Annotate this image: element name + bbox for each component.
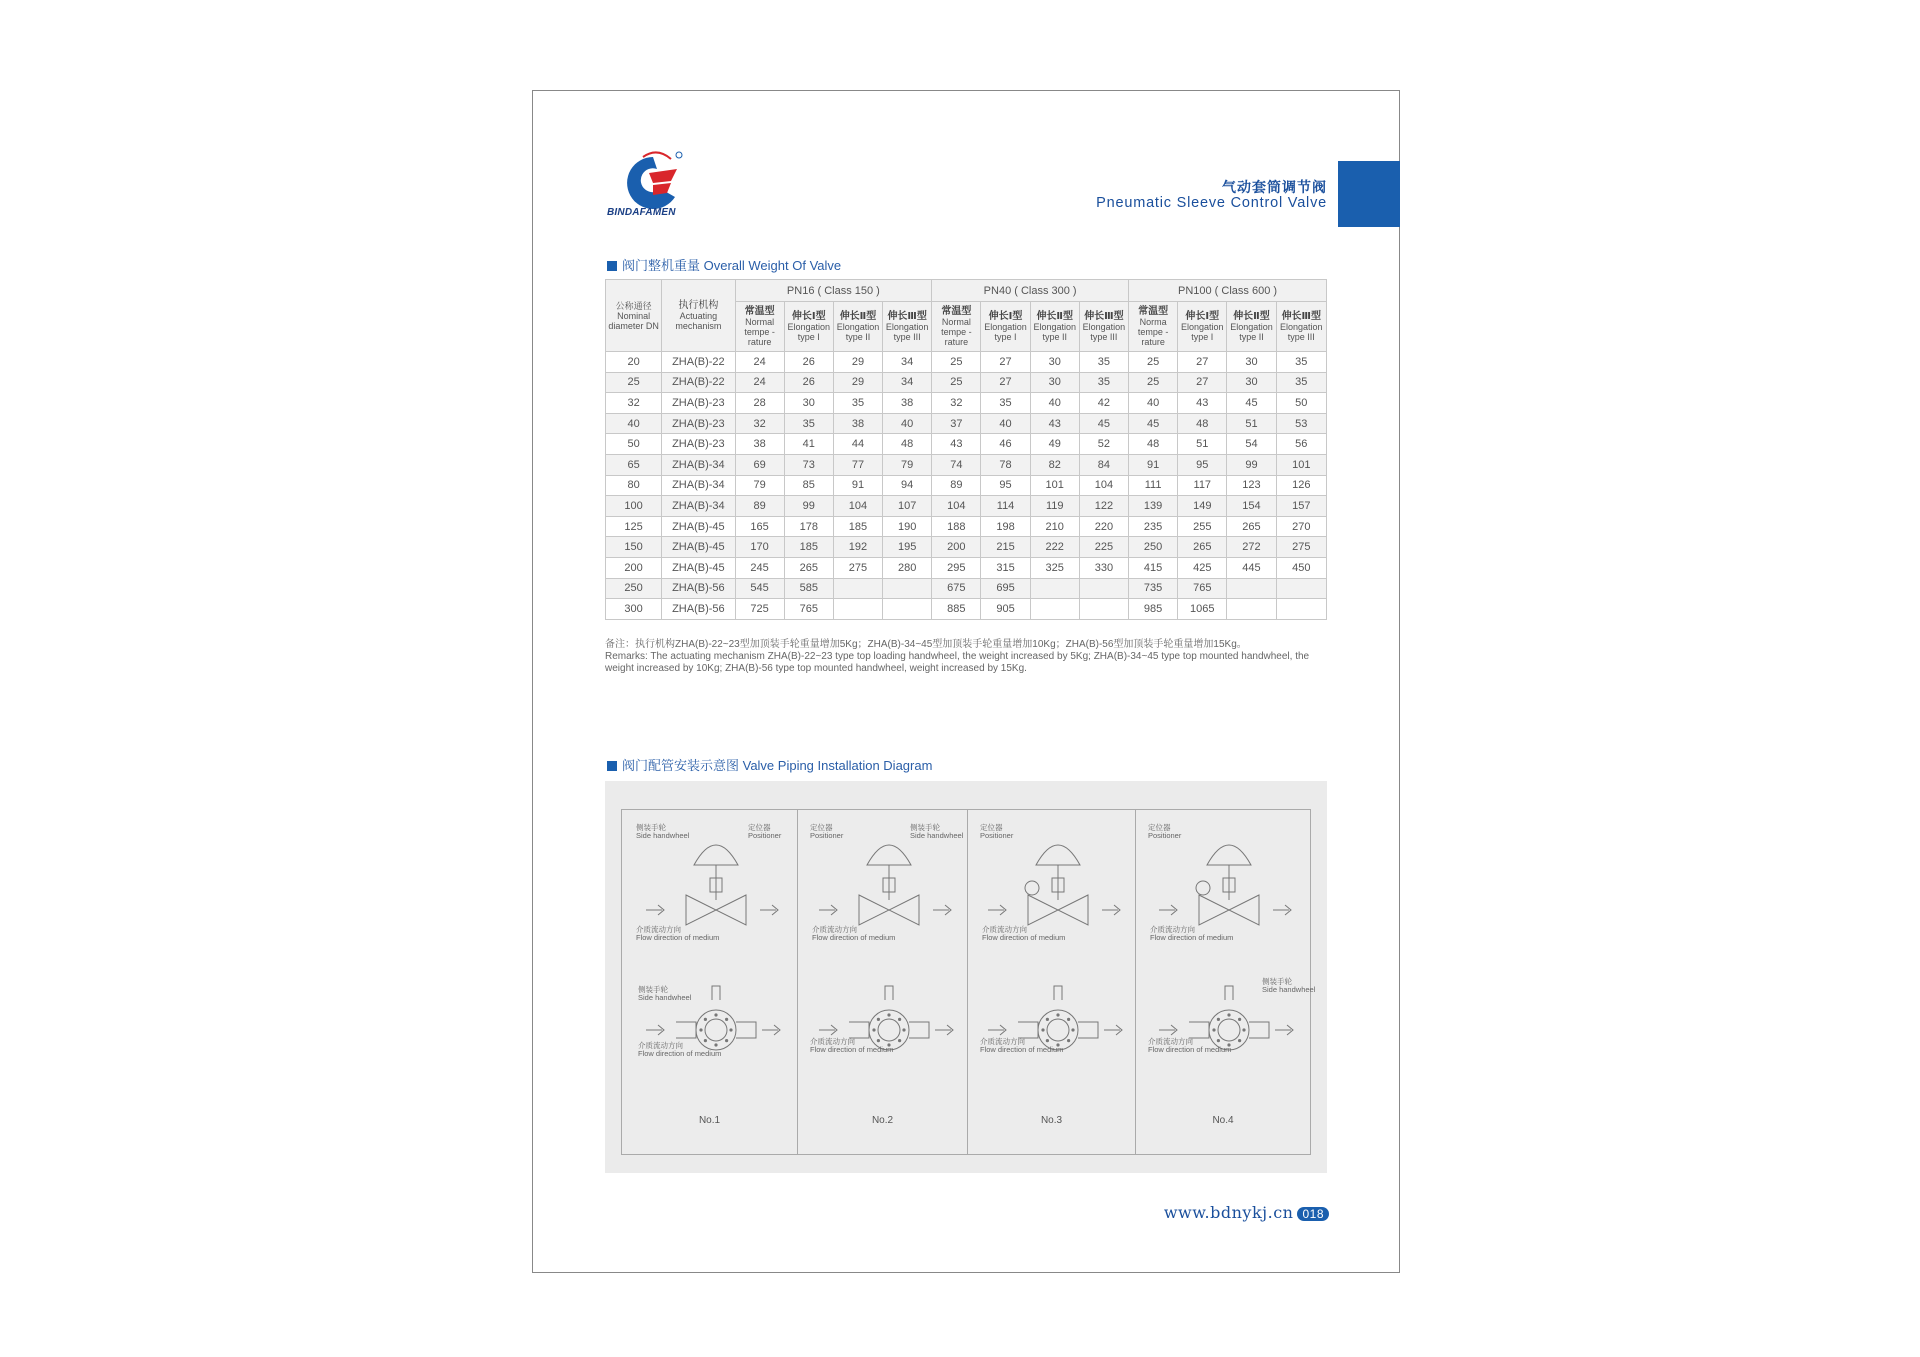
cell-dn: 200 bbox=[606, 557, 662, 578]
cell-weight: 315 bbox=[981, 557, 1030, 578]
cell-weight: 101 bbox=[1276, 454, 1326, 475]
cell-weight: 220 bbox=[1079, 516, 1128, 537]
cell-weight: 40 bbox=[883, 413, 932, 434]
cell-weight: 450 bbox=[1276, 557, 1326, 578]
cell-weight: 25 bbox=[932, 352, 981, 373]
cell-weight: 27 bbox=[1178, 352, 1227, 373]
cell-weight: 99 bbox=[784, 496, 833, 517]
cell-weight: 35 bbox=[1079, 372, 1128, 393]
panel-number: No.3 bbox=[1040, 1115, 1063, 1126]
cell-weight: 46 bbox=[981, 434, 1030, 455]
cell-weight: 43 bbox=[1178, 393, 1227, 414]
positioner-label: 定位器 Positioner bbox=[810, 823, 844, 840]
cell-dn: 250 bbox=[606, 578, 662, 599]
cell-weight: 42 bbox=[1079, 393, 1128, 414]
cell-weight bbox=[1030, 578, 1079, 599]
cell-dn: 65 bbox=[606, 454, 662, 475]
cell-weight: 117 bbox=[1178, 475, 1227, 496]
product-title-en: Pneumatic Sleeve Control Valve bbox=[1096, 195, 1327, 211]
side-handwheel-label: 侧装手轮 Side handwheel bbox=[1262, 977, 1316, 994]
cell-weight: 107 bbox=[883, 496, 932, 517]
positioner-label: 定位器 Positioner bbox=[748, 823, 782, 840]
website-url[interactable]: www.bdnykj.cn bbox=[1163, 1203, 1294, 1222]
table-row bbox=[606, 537, 1327, 558]
cell-weight: 34 bbox=[883, 352, 932, 373]
cell-weight: 114 bbox=[981, 496, 1030, 517]
cell-weight: 200 bbox=[932, 537, 981, 558]
cell-weight: 35 bbox=[981, 393, 1030, 414]
side-handwheel-label: 侧装手轮 Side handwheel bbox=[636, 823, 690, 840]
piping-diagram bbox=[605, 781, 1327, 1173]
remarks bbox=[605, 639, 1330, 675]
cell-weight: 95 bbox=[981, 475, 1030, 496]
cell-weight: 52 bbox=[1079, 434, 1128, 455]
cell-dn: 150 bbox=[606, 537, 662, 558]
col-header-mechanism: 执行机构 Actuating mechanism bbox=[662, 280, 735, 352]
cell-weight: 35 bbox=[1079, 352, 1128, 373]
cell-weight: 56 bbox=[1276, 434, 1326, 455]
flow-direction-label: 介质流动方向 Flow direction of medium bbox=[636, 925, 720, 942]
flow-direction-label: 介质流动方向 Flow direction of medium bbox=[1148, 1037, 1232, 1054]
brand-logo-icon bbox=[613, 149, 693, 215]
cell-weight: 192 bbox=[833, 537, 882, 558]
cell-weight: 188 bbox=[932, 516, 981, 537]
cell-weight: 43 bbox=[1030, 413, 1079, 434]
cell-mechanism: ZHA(B)-34 bbox=[662, 496, 735, 517]
cell-weight: 45 bbox=[1227, 393, 1276, 414]
cell-weight: 1065 bbox=[1178, 599, 1227, 620]
panel-number: No.4 bbox=[1212, 1115, 1234, 1126]
cell-weight: 35 bbox=[1276, 352, 1326, 373]
flow-direction-label: 介质流动方向 Flow direction of medium bbox=[980, 1037, 1064, 1054]
header-accent-tab bbox=[1338, 161, 1400, 227]
cell-weight: 24 bbox=[735, 352, 784, 373]
cell-dn: 300 bbox=[606, 599, 662, 620]
piping-section-heading bbox=[607, 755, 932, 774]
remarks-en: Remarks: The actuating mechanism ZHA(B)-22~23 type top loading handwheel, the weight increased by 5Kg; ZHA(B)-34~45 type top mounted handwheel, the weight increased by 10Kg; ZHA(B)-56 type top mounted handwheel, weight increased by 15Kg. bbox=[605, 651, 1310, 674]
cell-weight bbox=[1227, 599, 1276, 620]
cell-weight: 26 bbox=[784, 372, 833, 393]
cell-weight: 37 bbox=[932, 413, 981, 434]
cell-weight: 94 bbox=[883, 475, 932, 496]
diagram-panel bbox=[1136, 810, 1316, 1154]
valve-schematic-icon bbox=[622, 810, 798, 1110]
panel-number: No.1 bbox=[698, 1115, 721, 1126]
cell-weight: 27 bbox=[981, 352, 1030, 373]
cell-weight: 40 bbox=[1129, 393, 1178, 414]
cell-weight: 104 bbox=[833, 496, 882, 517]
cell-weight: 79 bbox=[735, 475, 784, 496]
table-row bbox=[606, 599, 1327, 620]
cell-weight: 35 bbox=[833, 393, 882, 414]
cell-weight bbox=[1079, 599, 1128, 620]
cell-weight: 25 bbox=[1129, 352, 1178, 373]
cell-weight: 255 bbox=[1178, 516, 1227, 537]
cell-weight: 51 bbox=[1227, 413, 1276, 434]
group-header-pn100: PN100 ( Class 600 ) bbox=[1129, 280, 1327, 302]
cell-mechanism: ZHA(B)-45 bbox=[662, 516, 735, 537]
cell-weight: 30 bbox=[1227, 352, 1276, 373]
cell-weight: 40 bbox=[1030, 393, 1079, 414]
table-row bbox=[606, 557, 1327, 578]
cell-weight: 215 bbox=[981, 537, 1030, 558]
table-row bbox=[606, 372, 1327, 393]
cell-weight: 111 bbox=[1129, 475, 1178, 496]
table-row bbox=[606, 352, 1327, 373]
cell-weight: 545 bbox=[735, 578, 784, 599]
cell-weight: 25 bbox=[1129, 372, 1178, 393]
diagram-panel bbox=[798, 810, 968, 1154]
valve-schematic-icon bbox=[798, 810, 968, 1110]
cell-dn: 125 bbox=[606, 516, 662, 537]
cell-weight: 185 bbox=[833, 516, 882, 537]
cell-mechanism: ZHA(B)-23 bbox=[662, 393, 735, 414]
cell-weight: 905 bbox=[981, 599, 1030, 620]
table-row bbox=[606, 413, 1327, 434]
cell-weight: 585 bbox=[784, 578, 833, 599]
cell-weight: 265 bbox=[784, 557, 833, 578]
cell-weight: 48 bbox=[1178, 413, 1227, 434]
cell-weight: 104 bbox=[1079, 475, 1128, 496]
cell-weight: 30 bbox=[784, 393, 833, 414]
subheader-pn40-e3: 伸长Ⅲ型 Elongation type III bbox=[1079, 302, 1128, 352]
cell-weight: 38 bbox=[833, 413, 882, 434]
cell-weight: 38 bbox=[883, 393, 932, 414]
panel-number: No.2 bbox=[871, 1115, 894, 1126]
cell-dn: 32 bbox=[606, 393, 662, 414]
table-row bbox=[606, 454, 1327, 475]
table-row bbox=[606, 475, 1327, 496]
subheader-pn40-e2: 伸长Ⅱ型 Elongation type II bbox=[1030, 302, 1079, 352]
cell-weight bbox=[1030, 599, 1079, 620]
weight-section-title: 阀门整机重量 Overall Weight Of Valve bbox=[622, 258, 842, 273]
cell-weight: 82 bbox=[1030, 454, 1079, 475]
cell-dn: 20 bbox=[606, 352, 662, 373]
cell-weight bbox=[1276, 599, 1326, 620]
cell-weight: 32 bbox=[932, 393, 981, 414]
cell-weight: 45 bbox=[1129, 413, 1178, 434]
cell-weight: 24 bbox=[735, 372, 784, 393]
cell-weight: 725 bbox=[735, 599, 784, 620]
valve-schematic-icon bbox=[968, 810, 1136, 1110]
cell-weight: 165 bbox=[735, 516, 784, 537]
cell-mechanism: ZHA(B)-22 bbox=[662, 352, 735, 373]
cell-weight: 29 bbox=[833, 372, 882, 393]
cell-mechanism: ZHA(B)-45 bbox=[662, 557, 735, 578]
cell-weight: 765 bbox=[1178, 578, 1227, 599]
cell-weight: 84 bbox=[1079, 454, 1128, 475]
cell-weight bbox=[1079, 578, 1128, 599]
cell-weight: 73 bbox=[784, 454, 833, 475]
cell-weight: 101 bbox=[1030, 475, 1079, 496]
cell-weight: 185 bbox=[784, 537, 833, 558]
cell-weight: 79 bbox=[883, 454, 932, 475]
cell-weight: 91 bbox=[833, 475, 882, 496]
table-row bbox=[606, 393, 1327, 414]
cell-mechanism: ZHA(B)-45 bbox=[662, 537, 735, 558]
cell-weight: 295 bbox=[932, 557, 981, 578]
subheader-pn100-e3: 伸长Ⅲ型 Elongation type III bbox=[1276, 302, 1326, 352]
cell-weight: 210 bbox=[1030, 516, 1079, 537]
positioner-label: 定位器 Positioner bbox=[1148, 823, 1182, 840]
cell-dn: 80 bbox=[606, 475, 662, 496]
cell-weight: 34 bbox=[883, 372, 932, 393]
cell-weight bbox=[1227, 578, 1276, 599]
subheader-pn40-e1: 伸长Ⅰ型 Elongation type I bbox=[981, 302, 1030, 352]
cell-weight: 445 bbox=[1227, 557, 1276, 578]
cell-weight: 41 bbox=[784, 434, 833, 455]
cell-weight: 91 bbox=[1129, 454, 1178, 475]
cell-mechanism: ZHA(B)-22 bbox=[662, 372, 735, 393]
cell-dn: 100 bbox=[606, 496, 662, 517]
cell-weight: 50 bbox=[1276, 393, 1326, 414]
cell-weight: 235 bbox=[1129, 516, 1178, 537]
cell-weight: 51 bbox=[1178, 434, 1227, 455]
cell-mechanism: ZHA(B)-23 bbox=[662, 434, 735, 455]
cell-weight: 265 bbox=[1227, 516, 1276, 537]
cell-weight: 280 bbox=[883, 557, 932, 578]
cell-weight: 45 bbox=[1079, 413, 1128, 434]
cell-weight: 222 bbox=[1030, 537, 1079, 558]
section-bullet-icon bbox=[607, 261, 617, 271]
cell-weight: 178 bbox=[784, 516, 833, 537]
cell-weight: 272 bbox=[1227, 537, 1276, 558]
cell-weight: 139 bbox=[1129, 496, 1178, 517]
cell-weight bbox=[1276, 578, 1326, 599]
diagram-panel bbox=[622, 810, 798, 1154]
cell-weight: 170 bbox=[735, 537, 784, 558]
cell-dn: 25 bbox=[606, 372, 662, 393]
cell-weight: 95 bbox=[1178, 454, 1227, 475]
cell-weight: 35 bbox=[1276, 372, 1326, 393]
subheader-pn16-e3: 伸长Ⅲ型 Elongation type III bbox=[883, 302, 932, 352]
cell-weight: 330 bbox=[1079, 557, 1128, 578]
cell-weight: 119 bbox=[1030, 496, 1079, 517]
cell-mechanism: ZHA(B)-23 bbox=[662, 413, 735, 434]
subheader-pn40-normal: 常温型 Normal tempe - rature bbox=[932, 302, 981, 352]
cell-weight: 195 bbox=[883, 537, 932, 558]
group-header-pn16: PN16 ( Class 150 ) bbox=[735, 280, 932, 302]
cell-weight: 270 bbox=[1276, 516, 1326, 537]
cell-weight: 250 bbox=[1129, 537, 1178, 558]
weight-table bbox=[605, 279, 1327, 620]
table-row bbox=[606, 578, 1327, 599]
cell-weight bbox=[883, 599, 932, 620]
cell-weight: 275 bbox=[1276, 537, 1326, 558]
cell-weight: 32 bbox=[735, 413, 784, 434]
cell-weight bbox=[833, 599, 882, 620]
cell-weight: 425 bbox=[1178, 557, 1227, 578]
cell-weight: 78 bbox=[981, 454, 1030, 475]
cell-weight: 35 bbox=[784, 413, 833, 434]
subheader-pn16-normal: 常温型 Normal tempe - rature bbox=[735, 302, 784, 352]
flow-direction-label: 介质流动方向 Flow direction of medium bbox=[982, 925, 1066, 942]
cell-mechanism: ZHA(B)-34 bbox=[662, 475, 735, 496]
cell-weight: 122 bbox=[1079, 496, 1128, 517]
subheader-pn16-e1: 伸长Ⅰ型 Elongation type I bbox=[784, 302, 833, 352]
section-bullet-icon bbox=[607, 761, 617, 771]
catalog-page bbox=[532, 90, 1400, 1273]
cell-dn: 50 bbox=[606, 434, 662, 455]
flow-direction-label: 介质流动方向 Flow direction of medium bbox=[810, 1037, 894, 1054]
cell-weight: 265 bbox=[1178, 537, 1227, 558]
cell-weight: 89 bbox=[735, 496, 784, 517]
cell-weight: 74 bbox=[932, 454, 981, 475]
cell-weight: 157 bbox=[1276, 496, 1326, 517]
cell-weight: 885 bbox=[932, 599, 981, 620]
cell-weight bbox=[883, 578, 932, 599]
cell-weight: 123 bbox=[1227, 475, 1276, 496]
cell-weight: 675 bbox=[932, 578, 981, 599]
cell-weight: 198 bbox=[981, 516, 1030, 537]
positioner-label: 定位器 Positioner bbox=[980, 823, 1014, 840]
cell-weight: 275 bbox=[833, 557, 882, 578]
cell-weight: 30 bbox=[1030, 352, 1079, 373]
cell-weight: 77 bbox=[833, 454, 882, 475]
brand-name: BINDAFAMEN bbox=[607, 207, 676, 218]
remarks-cn: 备注：执行机构ZHA(B)-22~23型加顶装手轮重量增加5Kg；ZHA(B)-34~45型加顶装手轮重量增加10Kg；ZHA(B)-56型加顶装手轮重量增加15Kg。 bbox=[605, 639, 1247, 650]
cell-weight: 26 bbox=[784, 352, 833, 373]
cell-weight: 149 bbox=[1178, 496, 1227, 517]
cell-weight: 28 bbox=[735, 393, 784, 414]
cell-weight: 27 bbox=[981, 372, 1030, 393]
cell-weight: 44 bbox=[833, 434, 882, 455]
subheader-pn100-e1: 伸长Ⅰ型 Elongation type I bbox=[1178, 302, 1227, 352]
cell-weight: 48 bbox=[883, 434, 932, 455]
cell-weight: 104 bbox=[932, 496, 981, 517]
cell-weight: 40 bbox=[981, 413, 1030, 434]
col-header-dn: 公称通径 Nominal diameter DN bbox=[606, 280, 662, 352]
cell-weight: 85 bbox=[784, 475, 833, 496]
cell-weight: 43 bbox=[932, 434, 981, 455]
cell-weight: 48 bbox=[1129, 434, 1178, 455]
cell-mechanism: ZHA(B)-56 bbox=[662, 578, 735, 599]
page-number: 018 bbox=[1297, 1207, 1329, 1221]
flow-direction-label: 介质流动方向 Flow direction of medium bbox=[1150, 925, 1234, 942]
footer bbox=[1164, 1203, 1329, 1222]
cell-weight: 695 bbox=[981, 578, 1030, 599]
side-handwheel-label: 侧装手轮 Side handwheel bbox=[638, 985, 692, 1002]
group-header-pn40: PN40 ( Class 300 ) bbox=[932, 280, 1129, 302]
cell-weight bbox=[833, 578, 882, 599]
cell-weight: 25 bbox=[932, 372, 981, 393]
cell-weight: 54 bbox=[1227, 434, 1276, 455]
side-handwheel-label: 侧装手轮 Side handwheel bbox=[910, 823, 964, 840]
cell-weight: 27 bbox=[1178, 372, 1227, 393]
cell-weight: 49 bbox=[1030, 434, 1079, 455]
table-row bbox=[606, 516, 1327, 537]
cell-weight: 89 bbox=[932, 475, 981, 496]
cell-mechanism: ZHA(B)-56 bbox=[662, 599, 735, 620]
weight-section-heading bbox=[607, 255, 841, 274]
diagram-frame bbox=[621, 809, 1316, 1155]
product-title-cn: 气动套筒调节阀 bbox=[1222, 179, 1327, 195]
cell-weight: 735 bbox=[1129, 578, 1178, 599]
table-row bbox=[606, 434, 1327, 455]
cell-weight: 126 bbox=[1276, 475, 1326, 496]
cell-weight: 225 bbox=[1079, 537, 1128, 558]
cell-weight: 985 bbox=[1129, 599, 1178, 620]
table-row bbox=[606, 496, 1327, 517]
cell-weight: 765 bbox=[784, 599, 833, 620]
cell-weight: 69 bbox=[735, 454, 784, 475]
diagram-panel bbox=[968, 810, 1136, 1154]
piping-section-title: 阀门配管安装示意图 Valve Piping Installation Diagram bbox=[622, 758, 933, 773]
cell-weight: 30 bbox=[1227, 372, 1276, 393]
valve-schematic-icon bbox=[1136, 810, 1310, 1110]
cell-weight: 29 bbox=[833, 352, 882, 373]
subheader-pn16-e2: 伸长Ⅱ型 Elongation type II bbox=[833, 302, 882, 352]
cell-weight: 38 bbox=[735, 434, 784, 455]
cell-weight: 30 bbox=[1030, 372, 1079, 393]
cell-weight: 325 bbox=[1030, 557, 1079, 578]
cell-weight: 154 bbox=[1227, 496, 1276, 517]
flow-direction-label: 介质流动方向 Flow direction of medium bbox=[638, 1041, 722, 1058]
cell-weight: 415 bbox=[1129, 557, 1178, 578]
cell-weight: 99 bbox=[1227, 454, 1276, 475]
flow-direction-label: 介质流动方向 Flow direction of medium bbox=[812, 925, 896, 942]
cell-mechanism: ZHA(B)-34 bbox=[662, 454, 735, 475]
cell-weight: 53 bbox=[1276, 413, 1326, 434]
cell-dn: 40 bbox=[606, 413, 662, 434]
subheader-pn100-normal: 常温型 Norma tempe - rature bbox=[1129, 302, 1178, 352]
cell-weight: 245 bbox=[735, 557, 784, 578]
subheader-pn100-e2: 伸长Ⅱ型 Elongation type II bbox=[1227, 302, 1276, 352]
cell-weight: 190 bbox=[883, 516, 932, 537]
